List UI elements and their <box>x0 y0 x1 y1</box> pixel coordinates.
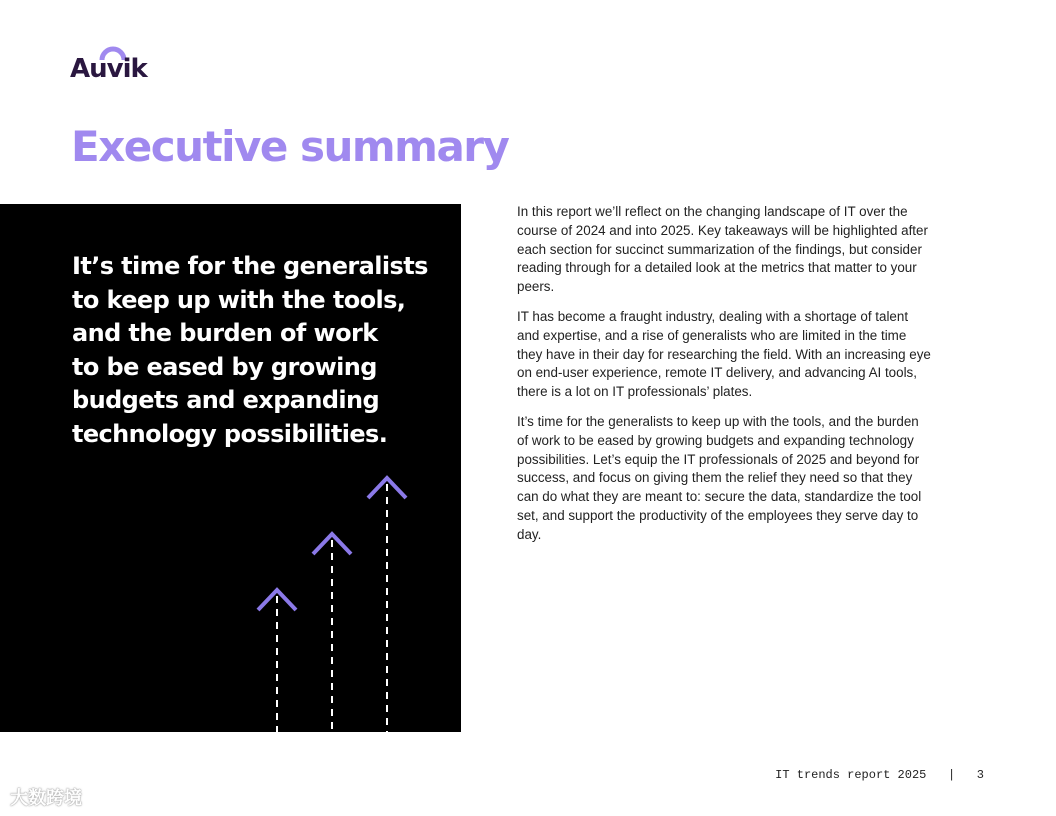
watermark <box>10 784 82 810</box>
page-footer <box>775 768 984 782</box>
watermark-text: 大数跨境 <box>10 788 82 809</box>
quote-panel <box>0 204 461 732</box>
dashed-up-arrow-icon <box>368 478 406 732</box>
page-title: Executive summary <box>71 122 509 171</box>
auvik-logo <box>70 42 150 86</box>
footer-separator: | <box>947 768 956 782</box>
paragraph: It’s time for the generalists to keep up with the tools, and the burden of work to be eased by growing budgets and expanding technology possibilities. Let’s equip the IT professionals of 2025 and beyond for success, and focus on giving them the relief they need so that they can do what they are meant to: secure the data, standardize the tool set, and support the productivity of the employees they serve day to day. <box>517 413 922 542</box>
dashed-up-arrow-icon <box>258 590 296 732</box>
page-number: 3 <box>976 768 984 782</box>
logo-wordmark: Auvik <box>70 54 147 84</box>
pull-quote: It’s time for the generalists to keep up with the tools, and the burden of work to be eased by growing budgets and expanding technology possibilities. <box>72 252 428 448</box>
paragraph: IT has become a fraught industry, dealing with a shortage of talent and expertise, and a rise of generalists who are limited in the time they have in their day for researching the field. With an increasing eye on end-user experience, remote IT delivery, and advancing AI tools, there is a lot on IT professionals’ plates. <box>517 308 931 400</box>
arrows-graphic <box>0 204 461 732</box>
summary-body <box>517 203 932 556</box>
report-name: IT trends report 2025 <box>775 768 927 782</box>
paragraph: In this report we’ll reflect on the changing landscape of IT over the course of 2024 and into 2025. Key takeaways will be highlighted after each section for succinct summarization of the findings, but consider reading through for a detailed look at the metrics that matter to your peers. <box>517 204 928 295</box>
dashed-up-arrow-icon <box>313 534 351 732</box>
